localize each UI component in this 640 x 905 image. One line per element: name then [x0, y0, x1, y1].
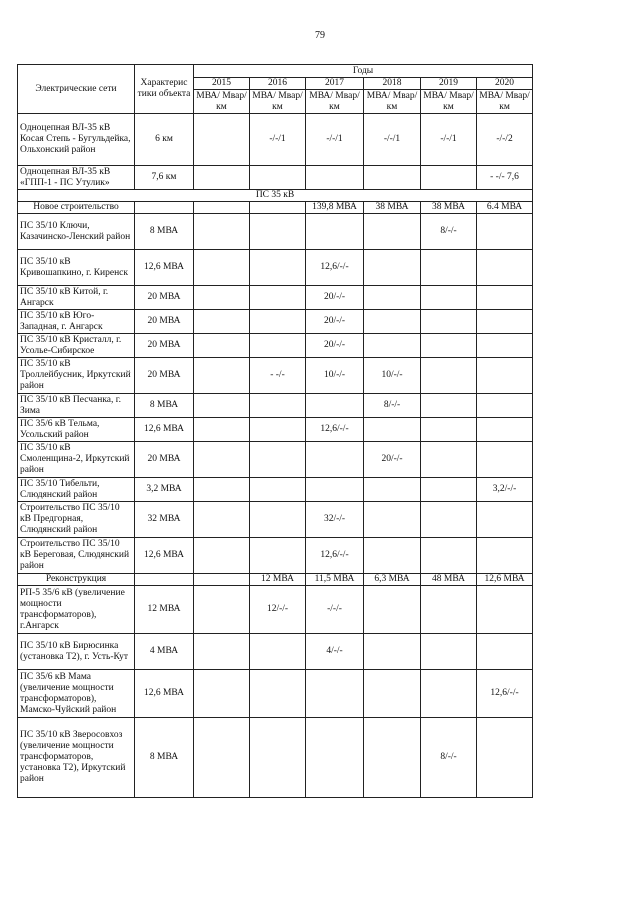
cell-year-value	[306, 478, 364, 502]
cell-characteristics: 20 МВА	[135, 358, 194, 394]
cell-year-value	[477, 358, 533, 394]
cell-year-value	[477, 718, 533, 798]
cell-year-value	[250, 394, 306, 418]
cell-year-value	[364, 310, 421, 334]
cell-year-value: 4/-/-	[306, 634, 364, 670]
cell-network: ПС 35/10 кВ Китой, г. Ангарск	[18, 286, 135, 310]
investment-table	[17, 64, 533, 798]
cell-year-value: 12,6/-/-	[306, 250, 364, 286]
header-year: 2020	[477, 78, 533, 90]
header-unit: МВА/ Мвар/км	[364, 90, 421, 114]
cell-year-value	[194, 310, 250, 334]
cell-year-value	[421, 634, 477, 670]
cell-year-value	[306, 214, 364, 250]
cell-year-value	[250, 442, 306, 478]
cell-year-value	[421, 166, 477, 190]
cell-year-value	[421, 442, 477, 478]
cell-year-value	[364, 214, 421, 250]
cell-year-value	[477, 418, 533, 442]
table-row	[18, 634, 533, 670]
cell-year-value: 38 МВА	[364, 202, 421, 214]
section-title: ПС 35 кВ	[18, 190, 533, 202]
cell-year-value	[194, 478, 250, 502]
cell-network: ПС 35/10 кВ Юго-Западная, г. Ангарск	[18, 310, 135, 334]
header-year: 2019	[421, 78, 477, 90]
cell-year-value	[194, 250, 250, 286]
cell-year-value	[364, 502, 421, 538]
cell-characteristics: 12 МВА	[135, 586, 194, 634]
table-row	[18, 478, 533, 502]
cell-year-value: - -/-	[250, 358, 306, 394]
cell-year-value	[421, 358, 477, 394]
cell-year-value	[250, 166, 306, 190]
cell-year-value	[477, 310, 533, 334]
cell-characteristics	[135, 202, 194, 214]
cell-characteristics: 20 МВА	[135, 310, 194, 334]
cell-characteristics: 6 км	[135, 114, 194, 166]
cell-year-value: 8/-/-	[364, 394, 421, 418]
cell-year-value: 3,2/-/-	[477, 478, 533, 502]
cell-year-value	[421, 418, 477, 442]
cell-year-value	[477, 394, 533, 418]
cell-year-value: 6,3 МВА	[364, 574, 421, 586]
cell-year-value	[250, 310, 306, 334]
cell-year-value	[194, 418, 250, 442]
cell-year-value	[364, 670, 421, 718]
cell-year-value	[364, 586, 421, 634]
cell-characteristics: 7,6 км	[135, 166, 194, 190]
cell-network: ПС 35/10 кВ Зверосовхоз (увеличение мощности трансформаторов, установка Т2), Иркутский район	[18, 718, 135, 798]
cell-year-value: 12,6 МВА	[477, 574, 533, 586]
cell-year-value: 12/-/-	[250, 586, 306, 634]
cell-year-value	[194, 334, 250, 358]
table-row	[18, 358, 533, 394]
cell-network: ПС 35/6 кВ Мама (увеличение мощности трансформаторов), Мамско-Чуйский район	[18, 670, 135, 718]
cell-year-value	[306, 442, 364, 478]
cell-year-value	[477, 502, 533, 538]
cell-characteristics: 20 МВА	[135, 334, 194, 358]
cell-year-value	[250, 718, 306, 798]
table-row	[18, 166, 533, 190]
cell-year-value: 12,6/-/-	[477, 670, 533, 718]
cell-network: ПС 35/10 кВ Троллейбусник, Иркутский район	[18, 358, 135, 394]
table-row	[18, 394, 533, 418]
cell-year-value	[250, 670, 306, 718]
table-row	[18, 502, 533, 538]
cell-year-value	[194, 286, 250, 310]
group-row	[18, 202, 533, 214]
cell-year-value	[421, 586, 477, 634]
cell-characteristics: 12,6 МВА	[135, 250, 194, 286]
cell-year-value	[364, 418, 421, 442]
cell-year-value: -/-/2	[477, 114, 533, 166]
cell-year-value	[477, 286, 533, 310]
header-characteristics: Характерис тики объекта	[135, 65, 194, 114]
cell-year-value	[250, 334, 306, 358]
cell-characteristics	[135, 574, 194, 586]
cell-network: ПС 35/10 Тибельти, Слюдянский район	[18, 478, 135, 502]
cell-year-value	[477, 334, 533, 358]
cell-characteristics: 12,6 МВА	[135, 418, 194, 442]
cell-characteristics: 8 МВА	[135, 718, 194, 798]
cell-year-value: -/-/1	[250, 114, 306, 166]
cell-year-value	[250, 502, 306, 538]
cell-year-value	[194, 114, 250, 166]
cell-network: ПС 35/10 Ключи, Казачинско-Ленский район	[18, 214, 135, 250]
cell-year-value	[421, 478, 477, 502]
cell-year-value	[250, 202, 306, 214]
cell-year-value	[306, 718, 364, 798]
table-row	[18, 250, 533, 286]
cell-characteristics: 12,6 МВА	[135, 538, 194, 574]
cell-year-value	[421, 538, 477, 574]
cell-year-value	[194, 358, 250, 394]
table-row	[18, 286, 533, 310]
header-year: 2017	[306, 78, 364, 90]
cell-year-value	[250, 418, 306, 442]
cell-year-value	[421, 670, 477, 718]
cell-year-value	[421, 250, 477, 286]
cell-year-value	[306, 166, 364, 190]
table-row	[18, 214, 533, 250]
header-years: Годы	[194, 65, 533, 78]
page-number: 79	[315, 30, 325, 41]
cell-year-value: -/-/1	[306, 114, 364, 166]
cell-year-value	[194, 670, 250, 718]
cell-year-value: 139,8 МВА	[306, 202, 364, 214]
cell-year-value	[421, 502, 477, 538]
cell-year-value	[194, 538, 250, 574]
cell-network: Одноцепная ВЛ-35 кВ Косая Степь - Бугульдейка, Ольхонский район	[18, 114, 135, 166]
cell-year-value	[364, 634, 421, 670]
table-row	[18, 670, 533, 718]
table-row	[18, 718, 533, 798]
cell-network: ПС 35/10 кВ Смоленщина-2, Иркутский район	[18, 442, 135, 478]
cell-characteristics: 3,2 МВА	[135, 478, 194, 502]
cell-year-value: -/-/-	[306, 586, 364, 634]
cell-network: Строительство ПС 35/10 кВ Предгорная, Слюдянский район	[18, 502, 135, 538]
header-unit: МВА/ Мвар/км	[306, 90, 364, 114]
table-row	[18, 442, 533, 478]
cell-year-value	[421, 286, 477, 310]
cell-year-value	[194, 718, 250, 798]
header-network: Электрические сети	[18, 65, 135, 114]
cell-year-value	[364, 718, 421, 798]
cell-year-value	[194, 166, 250, 190]
cell-year-value: 10/-/-	[364, 358, 421, 394]
cell-network: Реконструкция	[18, 574, 135, 586]
cell-year-value: 8/-/-	[421, 214, 477, 250]
cell-network: ПС 35/10 кВ Песчанка, г. Зима	[18, 394, 135, 418]
table-row	[18, 334, 533, 358]
cell-characteristics: 12,6 МВА	[135, 670, 194, 718]
cell-year-value	[364, 166, 421, 190]
section-row	[18, 190, 533, 202]
cell-year-value	[364, 538, 421, 574]
cell-year-value: -/-/1	[421, 114, 477, 166]
cell-year-value: 20/-/-	[364, 442, 421, 478]
cell-year-value: 20/-/-	[306, 310, 364, 334]
cell-year-value	[250, 538, 306, 574]
table-row	[18, 310, 533, 334]
cell-year-value: 20/-/-	[306, 286, 364, 310]
cell-network: Одноцепная ВЛ-35 кВ «ГПП-1 - ПС Утулик»	[18, 166, 135, 190]
cell-year-value	[194, 214, 250, 250]
cell-year-value	[477, 586, 533, 634]
cell-network: Новое строительство	[18, 202, 135, 214]
header-unit: МВА/ Мвар/км	[194, 90, 250, 114]
cell-year-value	[421, 334, 477, 358]
header-unit: МВА/ Мвар/км	[477, 90, 533, 114]
cell-year-value	[250, 634, 306, 670]
cell-year-value	[477, 634, 533, 670]
cell-year-value: 12,6/-/-	[306, 538, 364, 574]
cell-year-value: -/-/1	[364, 114, 421, 166]
cell-year-value	[477, 538, 533, 574]
cell-year-value	[477, 214, 533, 250]
header-year: 2015	[194, 78, 250, 90]
table-row	[18, 538, 533, 574]
cell-year-value	[194, 634, 250, 670]
group-row	[18, 574, 533, 586]
cell-network: РП-5 35/6 кВ (увеличение мощности трансформаторов), г.Ангарск	[18, 586, 135, 634]
cell-year-value	[250, 286, 306, 310]
header-year: 2018	[364, 78, 421, 90]
cell-network: ПС 35/10 кВ Кристалл, г. Усолье-Сибирское	[18, 334, 135, 358]
header-unit: МВА/ Мвар/км	[250, 90, 306, 114]
cell-year-value	[477, 442, 533, 478]
cell-year-value	[250, 214, 306, 250]
cell-year-value: 10/-/-	[306, 358, 364, 394]
cell-year-value	[364, 334, 421, 358]
cell-year-value	[364, 478, 421, 502]
cell-year-value	[364, 250, 421, 286]
cell-year-value	[194, 394, 250, 418]
cell-year-value	[194, 586, 250, 634]
cell-year-value: 48 МВА	[421, 574, 477, 586]
cell-year-value	[421, 310, 477, 334]
cell-year-value: - -/- 7,6	[477, 166, 533, 190]
cell-characteristics: 20 МВА	[135, 442, 194, 478]
cell-year-value: 8/-/-	[421, 718, 477, 798]
cell-year-value	[250, 478, 306, 502]
cell-characteristics: 8 МВА	[135, 214, 194, 250]
cell-characteristics: 32 МВА	[135, 502, 194, 538]
cell-year-value	[306, 670, 364, 718]
header-year: 2016	[250, 78, 306, 90]
cell-year-value: 6.4 МВА	[477, 202, 533, 214]
cell-year-value: 12 МВА	[250, 574, 306, 586]
cell-year-value: 20/-/-	[306, 334, 364, 358]
cell-network: Строительство ПС 35/10 кВ Береговая, Слюдянский район	[18, 538, 135, 574]
cell-year-value	[250, 250, 306, 286]
cell-year-value	[194, 442, 250, 478]
cell-characteristics: 8 МВА	[135, 394, 194, 418]
table-row	[18, 418, 533, 442]
cell-characteristics: 4 МВА	[135, 634, 194, 670]
cell-characteristics: 20 МВА	[135, 286, 194, 310]
cell-year-value	[306, 394, 364, 418]
cell-year-value: 11,5 МВА	[306, 574, 364, 586]
cell-year-value	[194, 502, 250, 538]
table-row	[18, 586, 533, 634]
cell-year-value	[194, 202, 250, 214]
cell-year-value: 38 МВА	[421, 202, 477, 214]
cell-year-value: 32/-/-	[306, 502, 364, 538]
cell-year-value	[364, 286, 421, 310]
cell-year-value	[477, 250, 533, 286]
cell-network: ПС 35/10 кВ Бирюсинка (установка Т2), г. Усть-Кут	[18, 634, 135, 670]
table-row	[18, 114, 533, 166]
cell-year-value	[194, 574, 250, 586]
cell-year-value: 12,6/-/-	[306, 418, 364, 442]
table-body	[18, 114, 533, 798]
header-unit: МВА/ Мвар/км	[421, 90, 477, 114]
cell-network: ПС 35/6 кВ Тельма, Усольский район	[18, 418, 135, 442]
cell-network: ПС 35/10 кВ Кривошапкино, г. Киренск	[18, 250, 135, 286]
cell-year-value	[421, 394, 477, 418]
